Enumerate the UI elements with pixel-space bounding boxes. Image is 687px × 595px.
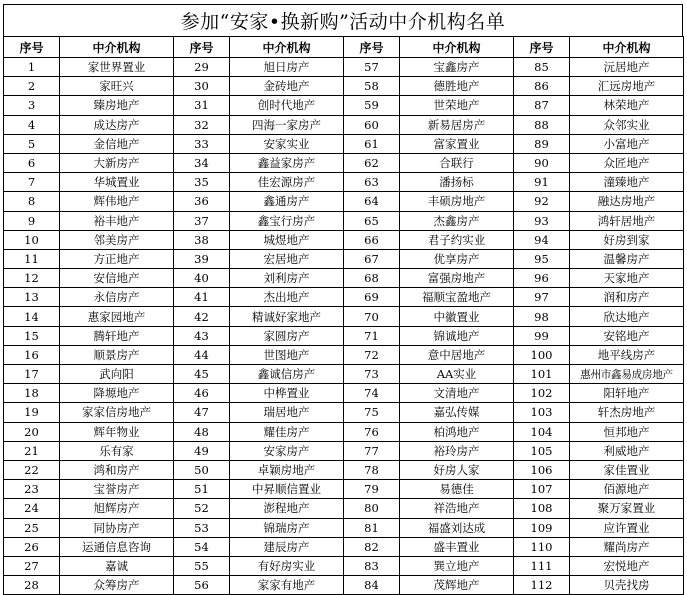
agency-name: 融达房地产 xyxy=(570,192,684,211)
row-number: 112 xyxy=(514,576,570,595)
row-number: 95 xyxy=(514,249,570,268)
row-number: 69 xyxy=(344,288,400,307)
agency-name: 世荣地产 xyxy=(400,96,514,115)
agency-name: 林荣地产 xyxy=(570,96,684,115)
row-number: 46 xyxy=(174,384,230,403)
agency-name: 杰鑫房产 xyxy=(400,211,514,230)
row-number: 48 xyxy=(174,422,230,441)
agency-name: 锦诚地产 xyxy=(400,326,514,345)
agency-name: 家圆房产 xyxy=(230,326,344,345)
row-number: 103 xyxy=(514,403,570,422)
row-number: 31 xyxy=(174,96,230,115)
agency-name: 耀尚房产 xyxy=(570,537,684,556)
row-number: 108 xyxy=(514,499,570,518)
agency-name: 卓颖房地产 xyxy=(230,460,344,479)
agency-name: 柏鸿地产 xyxy=(400,422,514,441)
row-number: 15 xyxy=(4,326,60,345)
agency-name: 腾轩地产 xyxy=(60,326,174,345)
table-row xyxy=(4,173,684,192)
agency-name: 宏悦地产 xyxy=(570,556,684,575)
table-row xyxy=(4,537,684,556)
row-number: 36 xyxy=(174,192,230,211)
row-number: 81 xyxy=(344,518,400,537)
table-row xyxy=(4,77,684,96)
table-row xyxy=(4,96,684,115)
agency-name: 富家置业 xyxy=(400,134,514,153)
row-number: 65 xyxy=(344,211,400,230)
row-number: 1 xyxy=(4,58,60,77)
agency-name: 佳宏源房产 xyxy=(230,173,344,192)
agency-name: 家世界置业 xyxy=(60,58,174,77)
header-seq: 序号 xyxy=(514,37,570,58)
agency-name: 巽立地产 xyxy=(400,556,514,575)
row-number: 74 xyxy=(344,384,400,403)
table-row xyxy=(4,403,684,422)
row-number: 111 xyxy=(514,556,570,575)
row-number: 29 xyxy=(174,58,230,77)
table-row xyxy=(4,556,684,575)
agency-name: 鑫宝行房产 xyxy=(230,211,344,230)
table-row xyxy=(4,192,684,211)
row-number: 34 xyxy=(174,153,230,172)
table-row xyxy=(4,499,684,518)
row-number: 54 xyxy=(174,537,230,556)
agency-name: 恒邦地产 xyxy=(570,422,684,441)
agency-name: 意中居地产 xyxy=(400,345,514,364)
agency-name: 旭日房产 xyxy=(230,58,344,77)
row-number: 41 xyxy=(174,288,230,307)
row-number: 24 xyxy=(4,499,60,518)
row-number: 64 xyxy=(344,192,400,211)
row-number: 100 xyxy=(514,345,570,364)
agency-name: 嘉弘传媒 xyxy=(400,403,514,422)
agency-name: 宏居地产 xyxy=(230,249,344,268)
table-row xyxy=(4,249,684,268)
agency-name: 臻房地产 xyxy=(60,96,174,115)
header-seq: 序号 xyxy=(4,37,60,58)
agency-name: 盛丰置业 xyxy=(400,537,514,556)
row-number: 97 xyxy=(514,288,570,307)
agency-name: 轩杰房地产 xyxy=(570,403,684,422)
agency-name: 锦瑞房产 xyxy=(230,518,344,537)
agency-name: 聚万家置业 xyxy=(570,499,684,518)
agency-name: 富强房地产 xyxy=(400,269,514,288)
agency-name: 鑫益家房产 xyxy=(230,153,344,172)
row-number: 99 xyxy=(514,326,570,345)
table-row xyxy=(4,422,684,441)
row-number: 38 xyxy=(174,230,230,249)
row-number: 7 xyxy=(4,173,60,192)
row-number: 80 xyxy=(344,499,400,518)
table-row xyxy=(4,518,684,537)
table-row xyxy=(4,460,684,479)
agency-name: 茂辉地产 xyxy=(400,576,514,595)
row-number: 57 xyxy=(344,58,400,77)
agency-table xyxy=(3,36,684,595)
agency-name: 耀佳房产 xyxy=(230,422,344,441)
row-number: 51 xyxy=(174,480,230,499)
row-number: 55 xyxy=(174,556,230,575)
row-number: 21 xyxy=(4,441,60,460)
agency-name: 方正地产 xyxy=(60,249,174,268)
agency-name: 澎程地产 xyxy=(230,499,344,518)
agency-name: 安信地产 xyxy=(60,269,174,288)
row-number: 13 xyxy=(4,288,60,307)
row-number: 67 xyxy=(344,249,400,268)
agency-name: 新易居房产 xyxy=(400,115,514,134)
row-number: 2 xyxy=(4,77,60,96)
agency-name: 家家信房地产 xyxy=(60,403,174,422)
agency-name: 创时代地产 xyxy=(230,96,344,115)
row-number: 28 xyxy=(4,576,60,595)
row-number: 107 xyxy=(514,480,570,499)
agency-name: 潘扬标 xyxy=(400,173,514,192)
row-number: 66 xyxy=(344,230,400,249)
agency-name: 沅居地产 xyxy=(570,58,684,77)
row-number: 20 xyxy=(4,422,60,441)
agency-name: 惠家园地产 xyxy=(60,307,174,326)
agency-name: 杰出地产 xyxy=(230,288,344,307)
row-number: 92 xyxy=(514,192,570,211)
row-number: 35 xyxy=(174,173,230,192)
agency-name: 利威地产 xyxy=(570,441,684,460)
row-number: 42 xyxy=(174,307,230,326)
agency-name: 福盛刘达成 xyxy=(400,518,514,537)
row-number: 72 xyxy=(344,345,400,364)
row-number: 43 xyxy=(174,326,230,345)
table-row xyxy=(4,480,684,499)
row-number: 90 xyxy=(514,153,570,172)
header-name: 中介机构 xyxy=(230,37,344,58)
row-number: 30 xyxy=(174,77,230,96)
table-row xyxy=(4,441,684,460)
agency-name: 欣达地产 xyxy=(570,307,684,326)
agency-name: 家旺兴 xyxy=(60,77,174,96)
row-number: 10 xyxy=(4,230,60,249)
agency-name: 佰源地产 xyxy=(570,480,684,499)
agency-name: 优享房产 xyxy=(400,249,514,268)
row-number: 109 xyxy=(514,518,570,537)
agency-name: 祥浩地产 xyxy=(400,499,514,518)
row-number: 77 xyxy=(344,441,400,460)
table-row xyxy=(4,269,684,288)
header-name: 中介机构 xyxy=(60,37,174,58)
table-row xyxy=(4,345,684,364)
agency-name: 小富地产 xyxy=(570,134,684,153)
row-number: 73 xyxy=(344,365,400,384)
agency-name: 顺景房产 xyxy=(60,345,174,364)
row-number: 25 xyxy=(4,518,60,537)
row-number: 110 xyxy=(514,537,570,556)
agency-name: 成达房产 xyxy=(60,115,174,134)
agency-name: 建辰房产 xyxy=(230,537,344,556)
agency-name: 精诚好家地产 xyxy=(230,307,344,326)
row-number: 84 xyxy=(344,576,400,595)
agency-name: 合联行 xyxy=(400,153,514,172)
header-row xyxy=(4,37,684,58)
row-number: 18 xyxy=(4,384,60,403)
row-number: 17 xyxy=(4,365,60,384)
agency-name: 众匠地产 xyxy=(570,153,684,172)
agency-name: 文清地产 xyxy=(400,384,514,403)
row-number: 14 xyxy=(4,307,60,326)
agency-name: 好房人家 xyxy=(400,460,514,479)
row-number: 106 xyxy=(514,460,570,479)
agency-name: 安铭地产 xyxy=(570,326,684,345)
agency-name: 众邻实业 xyxy=(570,115,684,134)
row-number: 58 xyxy=(344,77,400,96)
row-number: 47 xyxy=(174,403,230,422)
agency-name: 裕玲房产 xyxy=(400,441,514,460)
row-number: 37 xyxy=(174,211,230,230)
header-seq: 序号 xyxy=(174,37,230,58)
row-number: 3 xyxy=(4,96,60,115)
table-row xyxy=(4,230,684,249)
agency-list-sheet xyxy=(3,4,683,595)
row-number: 85 xyxy=(514,58,570,77)
row-number: 93 xyxy=(514,211,570,230)
row-number: 61 xyxy=(344,134,400,153)
row-number: 98 xyxy=(514,307,570,326)
agency-name: 潼臻地产 xyxy=(570,173,684,192)
row-number: 16 xyxy=(4,345,60,364)
agency-name: 家家有地产 xyxy=(230,576,344,595)
agency-name: 有好房实业 xyxy=(230,556,344,575)
row-number: 94 xyxy=(514,230,570,249)
agency-name: 宝誉房产 xyxy=(60,480,174,499)
agency-name: 武向阳 xyxy=(60,365,174,384)
table-row xyxy=(4,211,684,230)
agency-name: 辉伟地产 xyxy=(60,192,174,211)
agency-name: 运通信息咨询 xyxy=(60,537,174,556)
agency-name: 好房到家 xyxy=(570,230,684,249)
agency-name: 乐有家 xyxy=(60,441,174,460)
row-number: 56 xyxy=(174,576,230,595)
row-number: 89 xyxy=(514,134,570,153)
table-row xyxy=(4,288,684,307)
agency-name: 金信地产 xyxy=(60,134,174,153)
row-number: 45 xyxy=(174,365,230,384)
agency-name: 旭辉房产 xyxy=(60,499,174,518)
agency-name: 瑞居地产 xyxy=(230,403,344,422)
agency-name: 裕丰地产 xyxy=(60,211,174,230)
row-number: 59 xyxy=(344,96,400,115)
table-row xyxy=(4,153,684,172)
agency-name: 阳轩地产 xyxy=(570,384,684,403)
row-number: 91 xyxy=(514,173,570,192)
agency-name: 辉年物业 xyxy=(60,422,174,441)
row-number: 71 xyxy=(344,326,400,345)
table-row xyxy=(4,326,684,345)
agency-name: 永信房产 xyxy=(60,288,174,307)
agency-name: 丰硕房地产 xyxy=(400,192,514,211)
table-body xyxy=(4,58,684,595)
row-number: 82 xyxy=(344,537,400,556)
page-title: 参加“安家•换新购”活动中介机构名单 xyxy=(3,4,683,36)
agency-name: 嘉诚 xyxy=(60,556,174,575)
table-row xyxy=(4,58,684,77)
row-number: 22 xyxy=(4,460,60,479)
agency-name: 鸿和房产 xyxy=(60,460,174,479)
row-number: 52 xyxy=(174,499,230,518)
agency-name: 降塬地产 xyxy=(60,384,174,403)
agency-name: 中桦置业 xyxy=(230,384,344,403)
agency-name: 德胜地产 xyxy=(400,77,514,96)
agency-name: 鑫诚信房产 xyxy=(230,365,344,384)
row-number: 32 xyxy=(174,115,230,134)
table-row xyxy=(4,384,684,403)
row-number: 12 xyxy=(4,269,60,288)
row-number: 53 xyxy=(174,518,230,537)
agency-name: 应许置业 xyxy=(570,518,684,537)
table-row xyxy=(4,365,684,384)
row-number: 105 xyxy=(514,441,570,460)
agency-name: 鑫通房产 xyxy=(230,192,344,211)
row-number: 104 xyxy=(514,422,570,441)
agency-name: 华城置业 xyxy=(60,173,174,192)
row-number: 8 xyxy=(4,192,60,211)
agency-name: 君子约实业 xyxy=(400,230,514,249)
agency-name: 汇远房地产 xyxy=(570,77,684,96)
agency-name: 家佳置业 xyxy=(570,460,684,479)
row-number: 101 xyxy=(514,365,570,384)
row-number: 19 xyxy=(4,403,60,422)
row-number: 87 xyxy=(514,96,570,115)
agency-name: 贝壳找房 xyxy=(570,576,684,595)
row-number: 102 xyxy=(514,384,570,403)
row-number: 50 xyxy=(174,460,230,479)
agency-name: 天家地产 xyxy=(570,269,684,288)
row-number: 23 xyxy=(4,480,60,499)
row-number: 88 xyxy=(514,115,570,134)
header-name: 中介机构 xyxy=(570,37,684,58)
header-seq: 序号 xyxy=(344,37,400,58)
row-number: 83 xyxy=(344,556,400,575)
row-number: 11 xyxy=(4,249,60,268)
row-number: 86 xyxy=(514,77,570,96)
agency-name: 易德佳 xyxy=(400,480,514,499)
agency-name: 温馨房产 xyxy=(570,249,684,268)
agency-name: 中昇顺信置业 xyxy=(230,480,344,499)
row-number: 44 xyxy=(174,345,230,364)
row-number: 26 xyxy=(4,537,60,556)
row-number: 6 xyxy=(4,153,60,172)
agency-name: 同协房产 xyxy=(60,518,174,537)
row-number: 63 xyxy=(344,173,400,192)
row-number: 68 xyxy=(344,269,400,288)
agency-name: 安家房产 xyxy=(230,441,344,460)
row-number: 62 xyxy=(344,153,400,172)
agency-name: 鸿轩居地产 xyxy=(570,211,684,230)
agency-name: 地平线房产 xyxy=(570,345,684,364)
table-row xyxy=(4,115,684,134)
agency-name: 众筹房产 xyxy=(60,576,174,595)
row-number: 76 xyxy=(344,422,400,441)
row-number: 79 xyxy=(344,480,400,499)
row-number: 75 xyxy=(344,403,400,422)
row-number: 5 xyxy=(4,134,60,153)
row-number: 33 xyxy=(174,134,230,153)
agency-name: 城煜地产 xyxy=(230,230,344,249)
row-number: 60 xyxy=(344,115,400,134)
agency-name: 大新房产 xyxy=(60,153,174,172)
table-row xyxy=(4,576,684,595)
row-number: 4 xyxy=(4,115,60,134)
agency-name: 刘利房产 xyxy=(230,269,344,288)
row-number: 96 xyxy=(514,269,570,288)
agency-name: AA实业 xyxy=(400,365,514,384)
table-row xyxy=(4,307,684,326)
agency-name: 邻美房产 xyxy=(60,230,174,249)
row-number: 40 xyxy=(174,269,230,288)
table-row xyxy=(4,134,684,153)
row-number: 49 xyxy=(174,441,230,460)
row-number: 78 xyxy=(344,460,400,479)
row-number: 9 xyxy=(4,211,60,230)
agency-name: 金砖地产 xyxy=(230,77,344,96)
row-number: 39 xyxy=(174,249,230,268)
agency-name: 四海一家房产 xyxy=(230,115,344,134)
row-number: 27 xyxy=(4,556,60,575)
row-number: 70 xyxy=(344,307,400,326)
agency-name: 润和房产 xyxy=(570,288,684,307)
agency-name: 中徽置业 xyxy=(400,307,514,326)
agency-name: 安家实业 xyxy=(230,134,344,153)
agency-name: 福顺宝盈地产 xyxy=(400,288,514,307)
agency-name: 惠州市鑫易成房地产 xyxy=(570,365,684,384)
agency-name: 世图地产 xyxy=(230,345,344,364)
agency-name: 宝鑫房产 xyxy=(400,58,514,77)
header-name: 中介机构 xyxy=(400,37,514,58)
